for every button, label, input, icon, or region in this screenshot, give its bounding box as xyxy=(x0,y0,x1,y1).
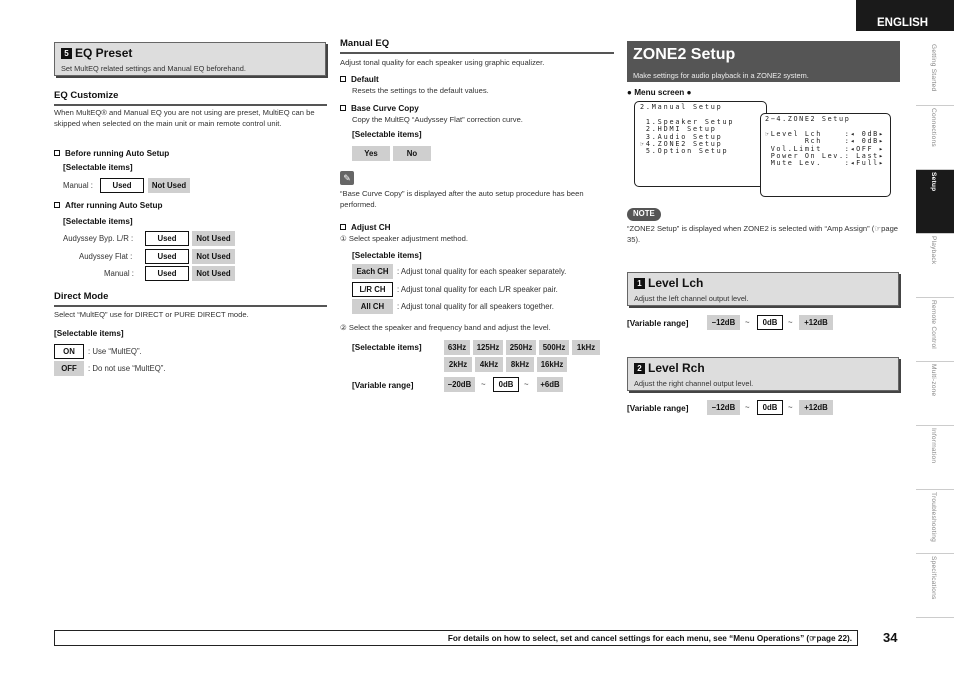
side-tab-label: Getting Started xyxy=(929,44,937,92)
option-on[interactable]: ON xyxy=(54,344,84,359)
band-16khz[interactable]: 16kHz xyxy=(537,357,567,372)
before-auto-setup-title: Before running Auto Setup xyxy=(54,148,169,159)
eq-preset-title: EQ Preset xyxy=(75,46,133,60)
checkbox-bullet-icon xyxy=(54,202,60,208)
side-tab-connections[interactable] xyxy=(916,106,954,170)
option-lr-ch[interactable]: L/R CH xyxy=(352,282,393,297)
option-yes[interactable]: Yes xyxy=(352,146,390,161)
side-tab-getting-started[interactable] xyxy=(916,42,954,106)
side-tab-label: Troubleshooting xyxy=(929,492,937,543)
side-tab-playback[interactable] xyxy=(916,234,954,298)
zone2-desc: Make settings for audio playback in a ZONE2 system. xyxy=(633,70,809,80)
base-curve-title: Base Curve Copy xyxy=(340,103,419,114)
manual-eq-text: Adjust tonal quality for each speaker using graphic equalizer. xyxy=(340,58,545,67)
default-title: Default xyxy=(340,74,379,85)
option-lr-ch-desc: : Adjust tonal quality for each L/R speaker pair. xyxy=(397,285,558,294)
option-each-ch[interactable]: Each CH xyxy=(352,264,393,279)
section-number: 2 xyxy=(634,363,645,374)
bullet-dot-icon: ● xyxy=(627,88,632,97)
after-auto-setup-title: After running Auto Setup xyxy=(54,200,162,211)
adjust-ch-step1: ① Select speaker adjustment method. xyxy=(340,234,468,243)
band-4khz[interactable]: 4kHz xyxy=(475,357,503,372)
language-label: ENGLISH xyxy=(856,0,954,31)
eq-preset-desc: Set MultEQ related settings and Manual EQ beforehand. xyxy=(61,64,246,74)
level-lch-desc: Adjust the left channel output level. xyxy=(634,294,749,304)
base-curve-note: “Base Curve Copy” is displayed after the auto setup procedure has been performed. xyxy=(340,189,584,209)
selectable-items-label: [Selectable items] xyxy=(54,329,124,338)
range-tilde: ~ xyxy=(745,403,750,412)
footer-note: For details on how to select, set and cancel settings for each menu, see “Menu Operations” (☞page 22). xyxy=(54,630,858,646)
note-badge: NOTE xyxy=(627,208,661,221)
selectable-items-label: [Selectable items] xyxy=(63,217,133,226)
side-tab-setup[interactable] xyxy=(916,170,954,234)
manual-label: Manual : xyxy=(63,181,93,190)
menu-screen-back: 2.Manual Setup 1.Speaker Setup 2.HDMI Setup 3.Audio Setup ☞4.ZONE2 Setup 5.Option Setup xyxy=(634,101,767,187)
direct-mode-heading: Direct Mode xyxy=(54,291,327,307)
checkbox-bullet-icon xyxy=(340,105,346,111)
range-min: –20dB xyxy=(444,377,475,392)
side-tabs xyxy=(916,42,954,618)
band-500hz[interactable]: 500Hz xyxy=(539,340,569,355)
side-tab-multi-zone[interactable] xyxy=(916,362,954,426)
default-text: Resets the settings to the default values. xyxy=(352,86,489,95)
range-default: 0dB xyxy=(757,315,783,330)
page-number: 34 xyxy=(883,630,898,645)
checkbox-bullet-icon xyxy=(340,76,346,82)
level-rch-header xyxy=(627,357,899,391)
side-tab-label: Specifications xyxy=(929,556,937,600)
option-not-used[interactable]: Not Used xyxy=(192,266,235,281)
side-tab-information[interactable] xyxy=(916,426,954,490)
section-number: 5 xyxy=(61,48,72,59)
band-1khz[interactable]: 1kHz xyxy=(572,340,600,355)
option-off[interactable]: OFF xyxy=(54,361,84,376)
range-max: +6dB xyxy=(537,377,563,392)
range-tilde: ~ xyxy=(788,403,793,412)
side-tab-label: Remote Control xyxy=(929,300,937,349)
option-no[interactable]: No xyxy=(393,146,431,161)
band-250hz[interactable]: 250Hz xyxy=(506,340,536,355)
section-number: 1 xyxy=(634,278,645,289)
range-min: –12dB xyxy=(707,400,740,415)
side-tab-label: Information xyxy=(929,428,937,464)
zone2-note-text: “ZONE2 Setup” is displayed when ZONE2 is selected with “Amp Assign” (☞page 35). xyxy=(627,224,899,244)
variable-range-label: [Variable range] xyxy=(627,404,689,413)
option-used[interactable]: Used xyxy=(145,231,189,246)
checkbox-bullet-icon xyxy=(54,150,60,156)
option-on-desc: : Use “MultEQ”. xyxy=(88,347,142,356)
side-tab-label: Playback xyxy=(929,236,937,265)
direct-mode-text: Select “MultEQ” use for DIRECT or PURE DIRECT mode. xyxy=(54,310,249,319)
band-125hz[interactable]: 125Hz xyxy=(473,340,503,355)
variable-range-label: [Variable range] xyxy=(627,319,689,328)
level-rch-desc: Adjust the right channel output level. xyxy=(634,379,754,389)
band-8khz[interactable]: 8kHz xyxy=(506,357,534,372)
range-default: 0dB xyxy=(493,377,519,392)
option-each-ch-desc: : Adjust tonal quality for each speaker separately. xyxy=(397,267,567,276)
option-not-used[interactable]: Not Used xyxy=(192,249,235,264)
range-tilde: ~ xyxy=(745,318,750,327)
manual-label: Manual : xyxy=(104,269,134,278)
selectable-items-label: [Selectable items] xyxy=(352,343,422,352)
checkbox-bullet-icon xyxy=(340,224,346,230)
range-tilde: ~ xyxy=(788,318,793,327)
adjust-ch-title: Adjust CH xyxy=(340,222,391,233)
range-default: 0dB xyxy=(757,400,783,415)
selectable-items-label: [Selectable items] xyxy=(352,251,422,260)
option-used[interactable]: Used xyxy=(100,178,144,193)
menu-screen-label: ● Menu screen ● xyxy=(627,88,692,97)
audyssey-byp-label: Audyssey Byp. L/R : xyxy=(63,234,134,243)
menu-screen-zone2: 2−4.ZONE2 Setup ☞Level Lch :◂ 0dB▸ Rch :◂ 0dB▸ Vol.Limit :◂OFF ▸ Power On Lev.: Last▸ Mute Lev. :◂Full▸ xyxy=(760,113,891,197)
option-not-used[interactable]: Not Used xyxy=(148,178,190,193)
option-not-used[interactable]: Not Used xyxy=(192,231,235,246)
range-tilde: ~ xyxy=(481,380,486,389)
option-all-ch-desc: : Adjust tonal quality for all speakers together. xyxy=(397,302,554,311)
side-tab-label: Multi-zone xyxy=(929,364,937,397)
bullet-dot-icon: ● xyxy=(686,88,692,97)
range-min: –12dB xyxy=(707,315,740,330)
eq-customize-text: When MultEQ® and Manual EQ you are not using are preset, MultiEQ can be skipped when selected on the main unit or main remote control unit. xyxy=(54,108,315,128)
side-tab-specifications[interactable] xyxy=(916,554,954,618)
level-lch-title: Level Lch xyxy=(648,276,704,290)
eq-customize-heading: EQ Customize xyxy=(54,90,327,106)
variable-range-label: [Variable range] xyxy=(352,381,414,390)
option-off-desc: : Do not use “MultEQ”. xyxy=(88,364,166,373)
level-lch-header xyxy=(627,272,899,306)
side-tab-label: Setup xyxy=(929,172,937,192)
band-63hz[interactable]: 63Hz xyxy=(444,340,470,355)
zone2-header xyxy=(627,41,900,82)
selectable-items-label: [Selectable items] xyxy=(352,130,422,139)
selectable-items-label: [Selectable items] xyxy=(63,163,133,172)
option-used[interactable]: Used xyxy=(145,266,189,281)
level-rch-title: Level Rch xyxy=(648,361,705,375)
band-2khz[interactable]: 2kHz xyxy=(444,357,472,372)
range-max: +12dB xyxy=(799,400,833,415)
base-curve-text: Copy the MultEQ “Audyssey Flat” correction curve. xyxy=(352,115,523,124)
manual-eq-heading: Manual EQ xyxy=(340,38,614,54)
option-all-ch[interactable]: All CH xyxy=(352,299,393,314)
side-tab-troubleshooting[interactable] xyxy=(916,490,954,554)
eq-preset-header xyxy=(54,42,326,76)
range-max: +12dB xyxy=(799,315,833,330)
side-tab-label: Connections xyxy=(929,108,937,147)
zone2-title: ZONE2 Setup xyxy=(633,46,736,63)
adjust-ch-step2: ② Select the speaker and frequency band and adjust the level. xyxy=(340,323,551,332)
option-used[interactable]: Used xyxy=(145,249,189,264)
audyssey-flat-label: Audyssey Flat : xyxy=(79,252,133,261)
pencil-icon: ✎ xyxy=(340,171,354,185)
range-tilde: ~ xyxy=(524,380,529,389)
side-tab-remote-control[interactable] xyxy=(916,298,954,362)
